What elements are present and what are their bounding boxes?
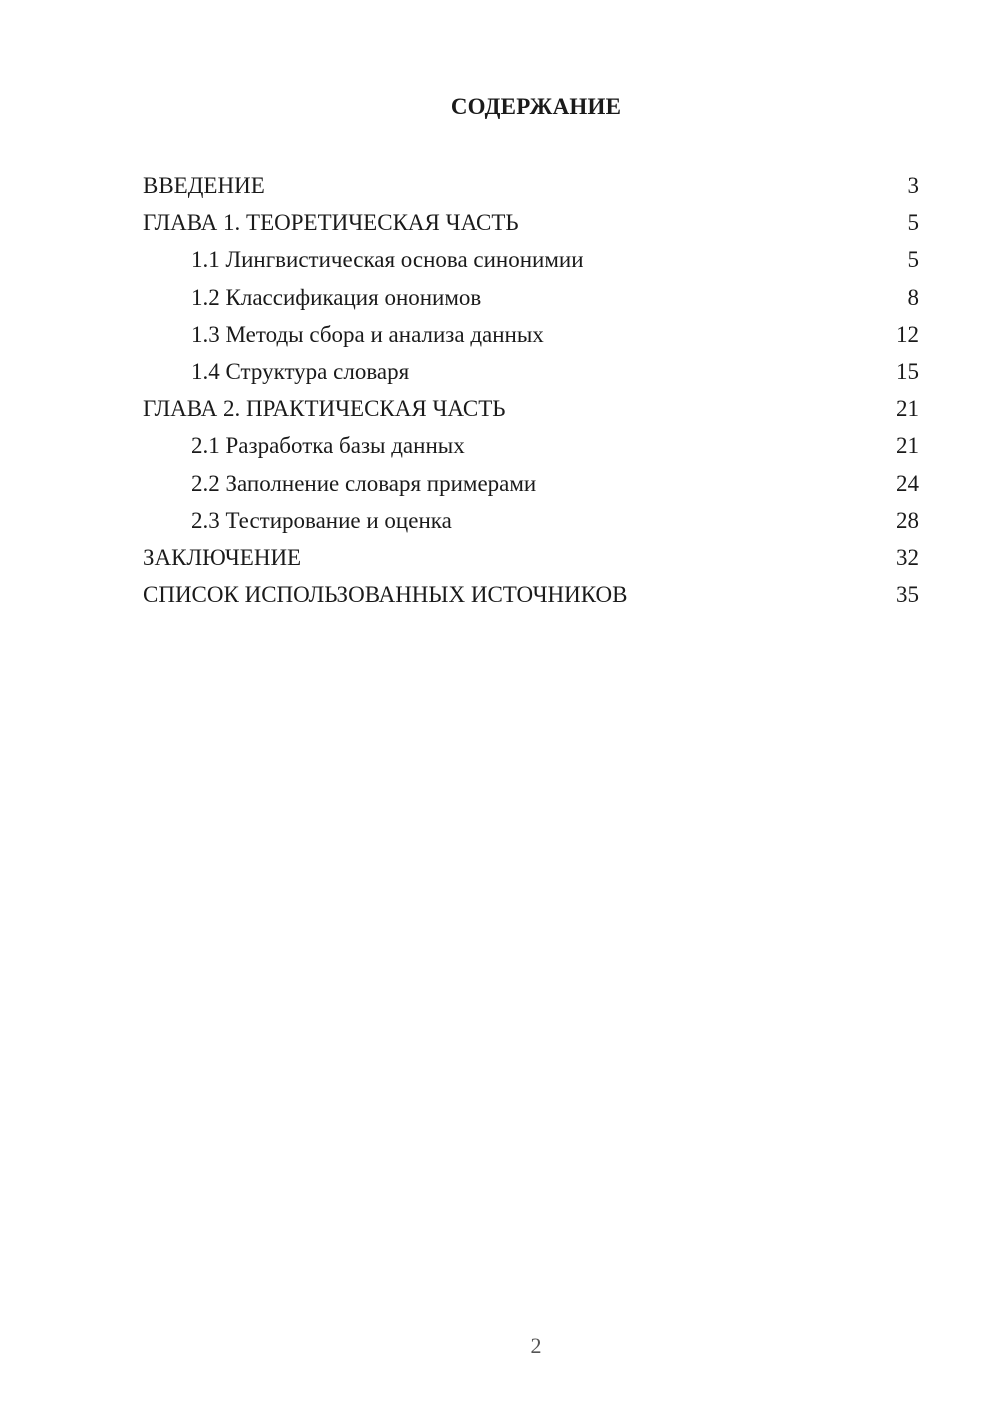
toc-entry[interactable] [143,353,919,390]
toc-entry-label: 2.3 Тестирование и оценка [191,507,452,533]
toc-entry[interactable] [143,167,919,204]
toc-entry-label: 1.3 Методы сбора и анализа данных [191,321,544,347]
toc-entry[interactable] [143,316,919,353]
toc-entry[interactable] [143,241,919,278]
toc-entry-label: 2.2 Заполнение словаря примерами [191,470,537,496]
toc-entry-page: 35 [896,582,919,608]
toc-entry-page: 28 [896,507,919,533]
toc-entry-label: ГЛАВА 2. ПРАКТИЧЕСКАЯ ЧАСТЬ [143,396,506,422]
toc-entry[interactable] [143,204,919,241]
toc-entry[interactable] [143,576,919,613]
toc-entry-label: 1.4 Структура словаря [191,358,410,384]
toc-entry[interactable] [143,390,919,427]
toc-entry-page: 8 [907,284,919,310]
toc-entry-page: 21 [896,433,919,459]
toc-entry-label: ГЛАВА 1. ТЕОРЕТИЧЕСКАЯ ЧАСТЬ [143,210,519,236]
toc-entry-page: 3 [907,173,919,198]
toc-list [143,167,919,613]
toc-entry[interactable] [143,427,919,464]
toc-entry[interactable] [143,502,919,539]
toc-entry-label: СПИСОК ИСПОЛЬЗОВАННЫХ ИСТОЧНИКОВ [143,582,628,608]
toc-entry-page: 12 [896,321,919,347]
toc-entry-label: 2.1 Разработка базы данных [191,433,465,459]
toc-entry-label: ЗАКЛЮЧЕНИЕ [143,544,302,570]
toc-title: СОДЕРЖАНИЕ [450,94,622,119]
toc-entry-label: ВВЕДЕНИЕ [143,173,265,198]
toc-entry-page: 5 [907,210,919,236]
toc-entry-page: 5 [907,247,919,273]
toc-entry-page: 32 [896,544,919,570]
toc-entry-page: 15 [896,358,919,384]
toc-entry[interactable] [143,465,919,502]
toc-entry-page: 21 [896,396,919,422]
toc-entry[interactable] [143,539,919,576]
toc-entry-label: 1.2 Классификация ононимов [191,284,482,310]
toc-entry[interactable] [143,279,919,316]
toc-entry-label: 1.1 Лингвистическая основа синонимии [191,247,584,273]
page-number: 2 [530,1333,542,1358]
toc-entry-page: 24 [896,470,919,496]
